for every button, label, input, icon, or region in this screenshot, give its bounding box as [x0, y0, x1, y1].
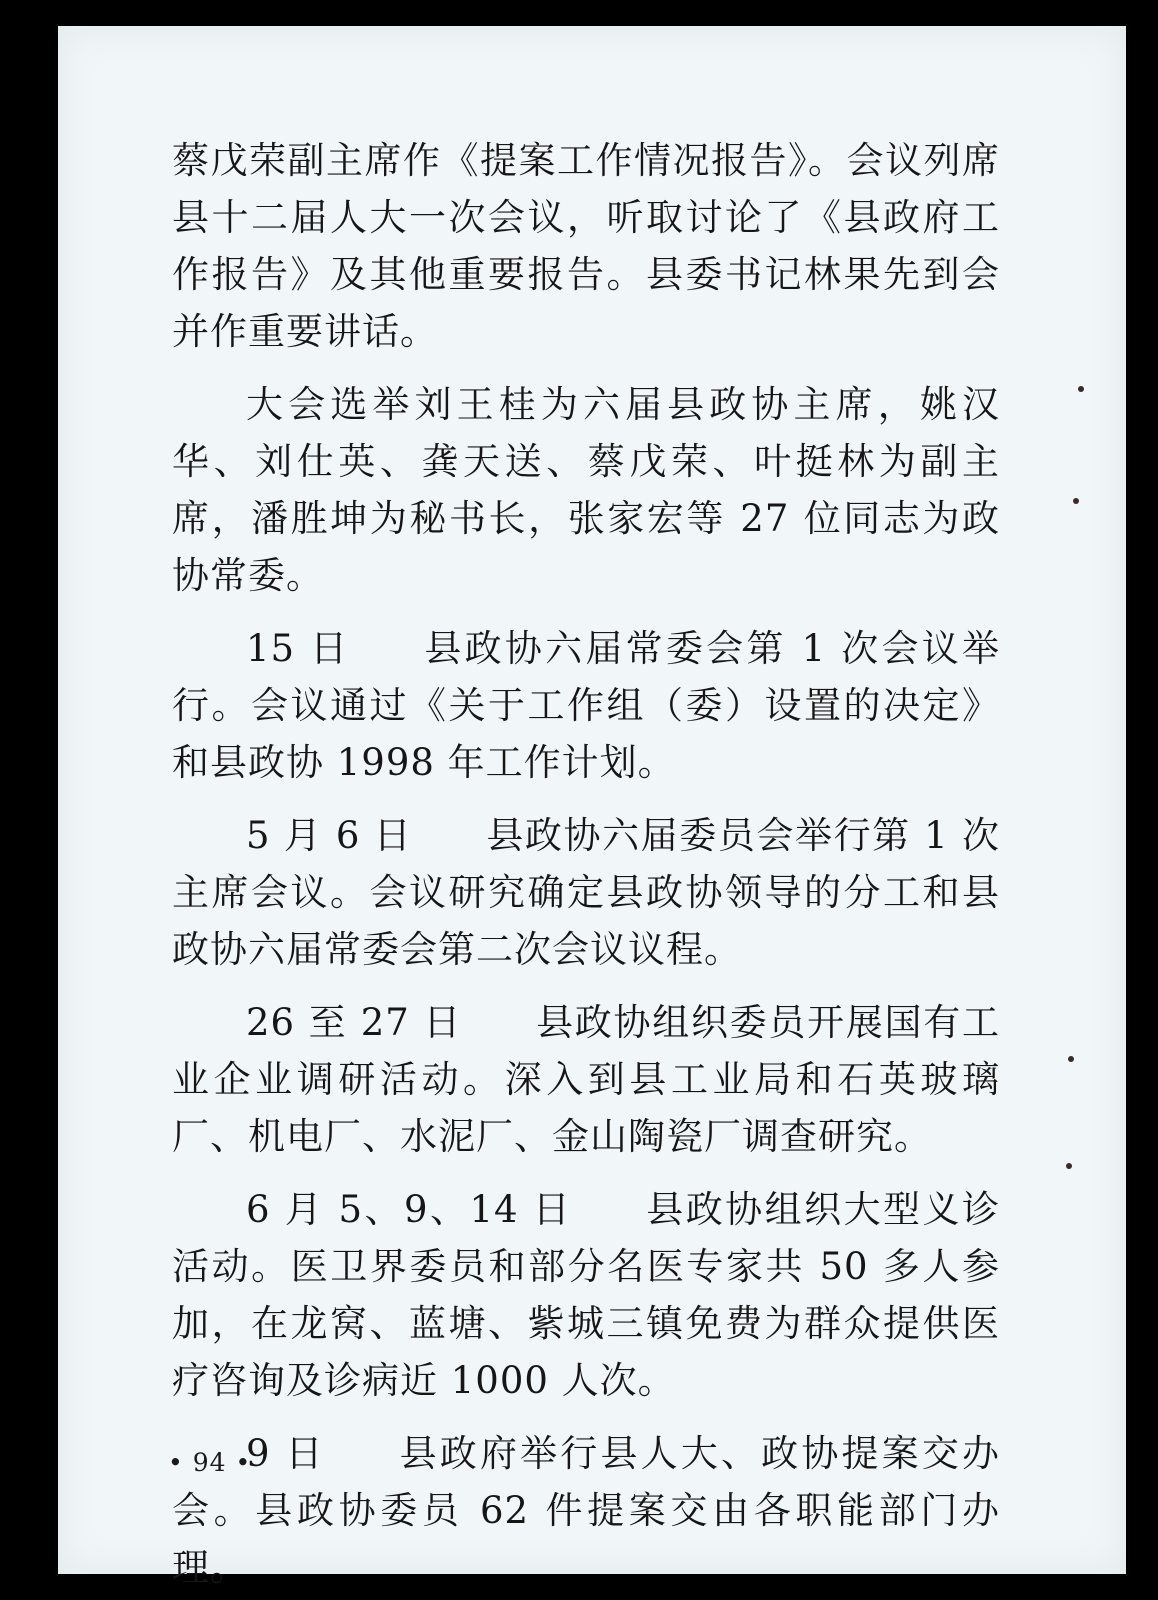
entry-date: 15 日: [246, 627, 351, 670]
entry-paragraph: [172, 807, 1000, 978]
entry-date: 9 日: [246, 1432, 326, 1475]
entry-text: 县政协组织委员开展国有工业企业调研活动。深入到县工业局和石英玻璃厂、机电厂、水泥厂、金山陶瓷厂调查研究。: [172, 1001, 1001, 1158]
entry-text: 县政协六届常委会第 1 次会议举行。会议通过《关于工作组（委）设置的决定》和县政协 1998 年工作计划。: [172, 627, 1001, 784]
entry-date: 6 月 5、9、14 日: [246, 1188, 573, 1231]
entry-paragraph: [172, 620, 1000, 791]
paragraph-continuation: [172, 132, 1000, 360]
entry-text: 县政协六届委员会举行第 1 次主席会议。会议研究确定县政协领导的分工和县政协六届常委会第二次会议议程。: [172, 814, 1001, 971]
entry-paragraph: [172, 994, 1000, 1165]
entry-paragraph: [172, 1425, 1000, 1596]
scan-speck: [1068, 1056, 1074, 1062]
paragraph-text: 大会选举刘王桂为六届县政协主席，姚汉华、刘仕英、龚天送、蔡戊荣、叶挺林为副主席，潘胜坤为秘书长，张家宏等 27 位同志为政协常委。: [172, 383, 1000, 597]
paragraph-text: 蔡戊荣副主席作《提案工作情况报告》。会议列席县十二届人大一次会议，听取讨论了《县政府工作报告》及其他重要报告。县委书记林果先到会并作重要讲话。: [172, 139, 1000, 353]
scan-speck: [1066, 1163, 1072, 1169]
entry-text: 县政府举行县人大、政协提案交办会。县政协委员 62 件提案交由各职能部门办理。: [172, 1432, 1000, 1589]
document-body: [172, 132, 1000, 1596]
entry-text: 县政协组织大型义诊活动。医卫界委员和部分名医专家共 50 多人参加，在龙窝、蓝塘、紫城三镇免费为群众提供医疗咨询及诊病近 1000 人次。: [172, 1188, 1000, 1402]
entry-date: 26 至 27 日: [246, 1001, 463, 1044]
scan-speck: [1078, 386, 1084, 392]
paragraph-election: [172, 376, 1000, 604]
scan-speck: [1073, 498, 1079, 504]
entry-paragraph: [172, 1181, 1000, 1409]
entry-date: 5 月 6 日: [246, 814, 413, 857]
page-number: • 94 •: [168, 1448, 252, 1477]
